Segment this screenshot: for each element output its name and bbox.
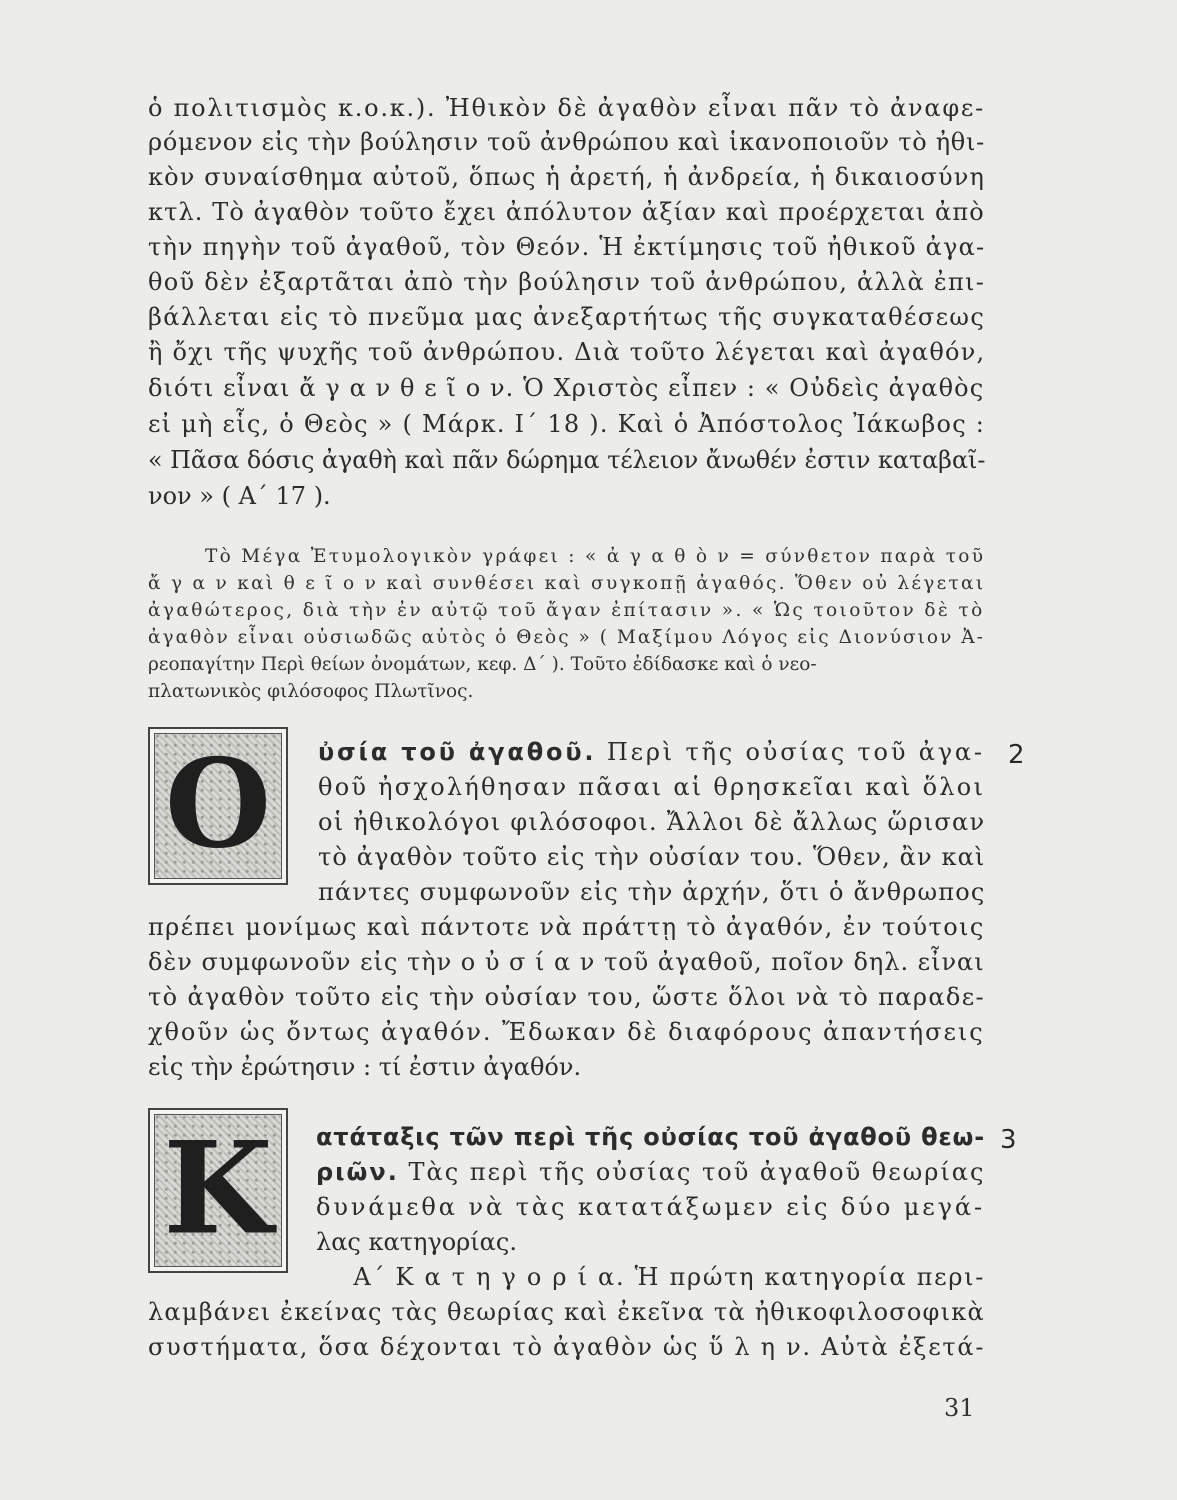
drop-cap-kappa [148,1108,288,1273]
section-2-title: ὐσία τοῦ ἀγαθοῦ. [318,738,597,766]
paragraph-line: συστήματα, ὅσα δέχονται τὸ ἀγαθὸν ὡς ὕ λ η ν. Αὐτὰ ἐξετά- [148,1333,986,1361]
paragraph-line: οἱ ἠθικολόγοι φιλόσοφοι. Ἄλλοι δὲ ἄλλως ὥρισαν [318,808,986,836]
paragraph-line: λαμβάνει ἐκείνας τὰς θεωρίας καὶ ἐκεῖνα τὰ ἠθικοφιλοσοφικὰ [148,1298,985,1326]
drop-cap-letter: Ο [164,731,272,876]
section-2-number: 2 [1008,740,1025,770]
paragraph-line: θοῦ δὲν ἐξαρτᾶται ἀπὸ τὴν βούλησιν τοῦ ἀνθρώπου, ἀλλὰ ἐπι- [148,268,986,296]
section-3-number: 3 [1000,1125,1017,1155]
paragraph-line: νον » ( Α΄ 17 ). [148,482,331,510]
paragraph-line: κὸν συναίσθημα αὐτοῦ, ὅπως ἡ ἀρετή, ἡ ἀνδρεία, ἡ δικαιοσύνη [148,163,985,191]
section-3-title-line1: ατάταξις τῶν περὶ τῆς οὐσίας τοῦ ἀγαθοῦ θεω- [316,1123,986,1151]
section-3-first-line-rest: Τὰς περὶ τῆς οὐσίας τοῦ ἀγαθοῦ θεωρίας [398,1158,986,1186]
footnote-line: Τὸ Μέγα Ἐτυμολογικὸν γράφει : « ἀ γ α θ ὸ ν = σύνθετον παρὰ τοῦ [205,546,986,567]
paragraph-line: θοῦ ἠσχολήθησαν πᾶσαι αἱ θρησκεῖαι καὶ ὅλοι [318,773,986,801]
paragraph-line: τὸ ἀγαθὸν τοῦτο εἰς τὴν οὐσίαν του, ὥστε ὅλοι νὰ τὸ παραδε- [148,983,986,1011]
paragraph-line: ἢ ὄχι τῆς ψυχῆς τοῦ ἀνθρώπου. Διὰ τοῦτο λέγεται καὶ ἀγαθόν, [148,338,986,366]
paragraph-line: εἰς τὴν ἐρώτησιν : τί ἐστιν ἀγαθόν. [148,1053,582,1081]
paragraph-line: βάλλεται εἰς τὸ πνεῦμα μας ἀνεξαρτήτως τῆς συγκαταθέσεως [148,303,986,331]
paragraph-line: κτλ. Τὸ ἀγαθὸν τοῦτο ἔχει ἀπόλυτον ἀξίαν καὶ προέρχεται ἀπὸ [148,198,985,226]
paragraph-line: ὁ πολιτισμὸς κ.ο.κ.). Ἠθικὸν δὲ ἀγαθὸν εἶναι πᾶν τὸ ἀναφε- [148,94,985,122]
paragraph-line: τὸ ἀγαθὸν τοῦτο εἰς τὴν οὐσίαν του. Ὅθεν, ἂν καὶ [318,843,986,871]
paragraph-line: εἰ μὴ εἷς, ὁ Θεὸς » ( Μάρκ. Ι΄ 18 ). Καὶ ὁ Ἀπόστολος Ἰάκωβος : [148,410,986,438]
section-2-first-line-rest: Περὶ τῆς οὐσίας τοῦ ἀγα- [596,738,985,766]
paragraph-line: ρόμενον εἰς τὴν βούλησιν τοῦ ἀνθρώπου καὶ ἱκανοποιοῦν τὸ ἠθι- [148,128,985,156]
footnote-line: πλατωνικὸς φιλόσοφος Πλωτῖνος. [148,681,474,702]
paragraph-line: τὴν πηγὴν τοῦ ἀγαθοῦ, τὸν Θεόν. Ἡ ἐκτίμησις τοῦ ἠθικοῦ ἀγα- [148,233,986,261]
paragraph-line: λας κατηγορίας. [316,1228,517,1256]
section-2-first-line [318,740,985,764]
footnote-line: ἄ γ α ν καὶ θ ε ῖ ο ν καὶ συνθέσει καὶ συγκοπῇ ἀγαθός. Ὅθεν οὐ λέγεται [148,573,986,594]
paragraph-line: Α΄ Κ α τ η γ ο ρ ί α. Ἡ πρώτη κατηγορία περι- [316,1263,986,1291]
paragraph-line: δὲν συμφωνοῦν εἰς τὴν ο ὐ σ ί α ν τοῦ ἀγαθοῦ, ποῖον δηλ. εἶναι [148,948,985,976]
section-3-second-line [316,1160,985,1184]
footnote-line: ἀγαθώτερος, διὰ τὴν ἐν αὐτῷ τοῦ ἄγαν ἐπίτασιν ». « Ὡς τοιοῦτον δὲ τὸ [148,600,985,621]
drop-cap-letter: Κ [163,1113,273,1262]
section-3-title-line2: ριῶν. [316,1158,399,1186]
paragraph-line: χθοῦν ὡς ὄντως ἀγαθόν. Ἔδωκαν δὲ διαφόρους ἀπαντήσεις [148,1018,985,1046]
footnote-line: ρεοπαγίτην Περὶ θείων ὀνομάτων, κεφ. Δ΄ ). Τοῦτο ἐδίδασκε καὶ ὁ νεο- [148,654,817,675]
drop-cap-omicron [148,727,288,885]
paragraph-line: πάντες συμφωνοῦν εἰς τὴν ἀρχήν, ὅτι ὁ ἄνθρωπος [318,878,986,906]
paragraph-line: δυνάμεθα νὰ τὰς κατατάξωμεν εἰς δύο μεγά- [316,1193,986,1221]
paragraph-line: « Πᾶσα δόσις ἀγαθὴ καὶ πᾶν δώρημα τέλειον ἄνωθέν ἐστιν καταβαῖ- [148,446,986,474]
paragraph-line: διότι εἶναι ἄ γ α ν θ ε ῖ ο ν. Ὁ Χριστὸς εἶπεν : « Οὐδεὶς ἀγαθὸς [148,374,985,402]
paragraph-line: πρέπει μονίμως καὶ πάντοτε νὰ πράττῃ τὸ ἀγαθόν, ἐν τούτοις [148,913,985,941]
footnote-line: ἀγαθὸν εἶναι οὐσιωδῶς αὐτὸς ὁ Θεὸς » ( Μαξίμου Λόγος εἰς Διονύσιον Ἀ- [148,627,985,648]
page-number: 31 [944,1394,975,1422]
